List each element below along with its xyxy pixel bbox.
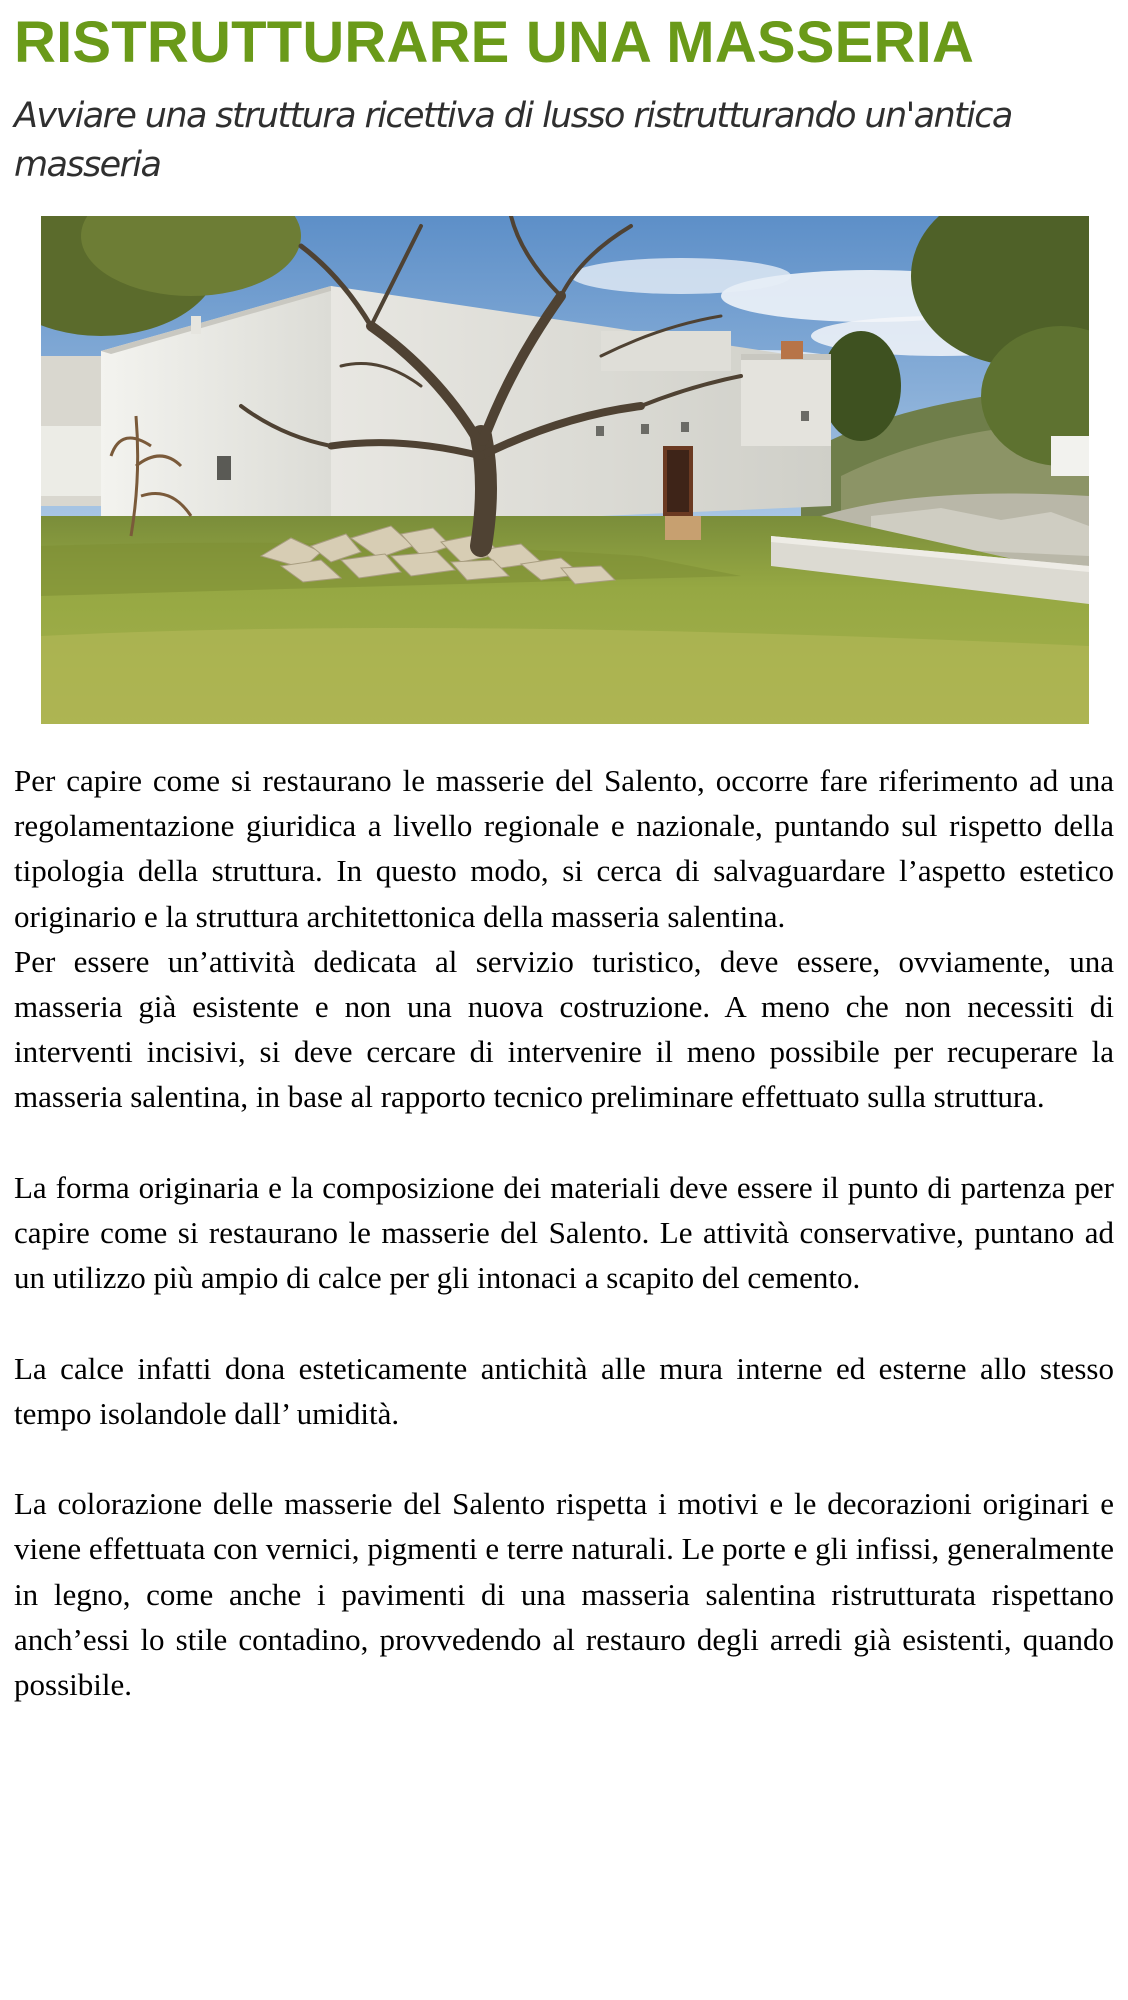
paragraph-restauro: Per capire come si restaurano le masserie del Salento, occorre fare riferimento ad una regolamentazione giuridica a livello regionale e nazionale, puntando sul rispetto della tipologia della struttura. In questo modo, si cerca di salvaguardare l’aspetto estetico originario e la struttura architettonica della masseria salentina. bbox=[14, 763, 1114, 934]
paragraph-colorazione: La colorazione delle masserie del Salento rispetta i motivi e le decorazioni originari e viene effettuata con vernici, pigmenti e terre naturali. Le porte e gli infissi, generalmente in legno, come anche i pavimenti di una masseria salentina ristrutturata rispettano anch’essi lo stile contadino, provvedendo al restauro degli arredi già esistenti, quando possibile. bbox=[14, 1486, 1114, 1703]
paragraph-materiali: La forma originaria e la composizione dei materiali deve essere il punto di partenza per capire come si restaurano le masserie del Salento. Le attività conservative, puntano ad un utilizzo più ampio di calce per gli intonaci a scapito del cemento. bbox=[14, 1169, 1114, 1296]
article-body bbox=[14, 758, 1114, 1707]
article-subtitle: Avviare una struttura ricettiva di lusso ristrutturando un'antica masseria bbox=[14, 96, 1012, 185]
masseria-photo bbox=[41, 216, 1089, 724]
paragraph-attivita-turistica: Per essere un’attività dedicata al servizio turistico, deve essere, ovviamente, una masseria già esistente e non una nuova costruzione. A meno che non necessiti di interventi incisivi, si deve cercare di intervenire il meno possibile per recuperare la masseria salentina, in base al rapporto tecnico preliminare effettuato sulla struttura. bbox=[14, 943, 1114, 1115]
paragraph-calce: La calce infatti dona esteticamente antichità alle mura interne ed esterne allo stesso tempo isolandole dall’ umidità. bbox=[14, 1350, 1114, 1431]
article-title: RISTRUTTURARE UNA MASSERIA bbox=[14, 10, 975, 75]
